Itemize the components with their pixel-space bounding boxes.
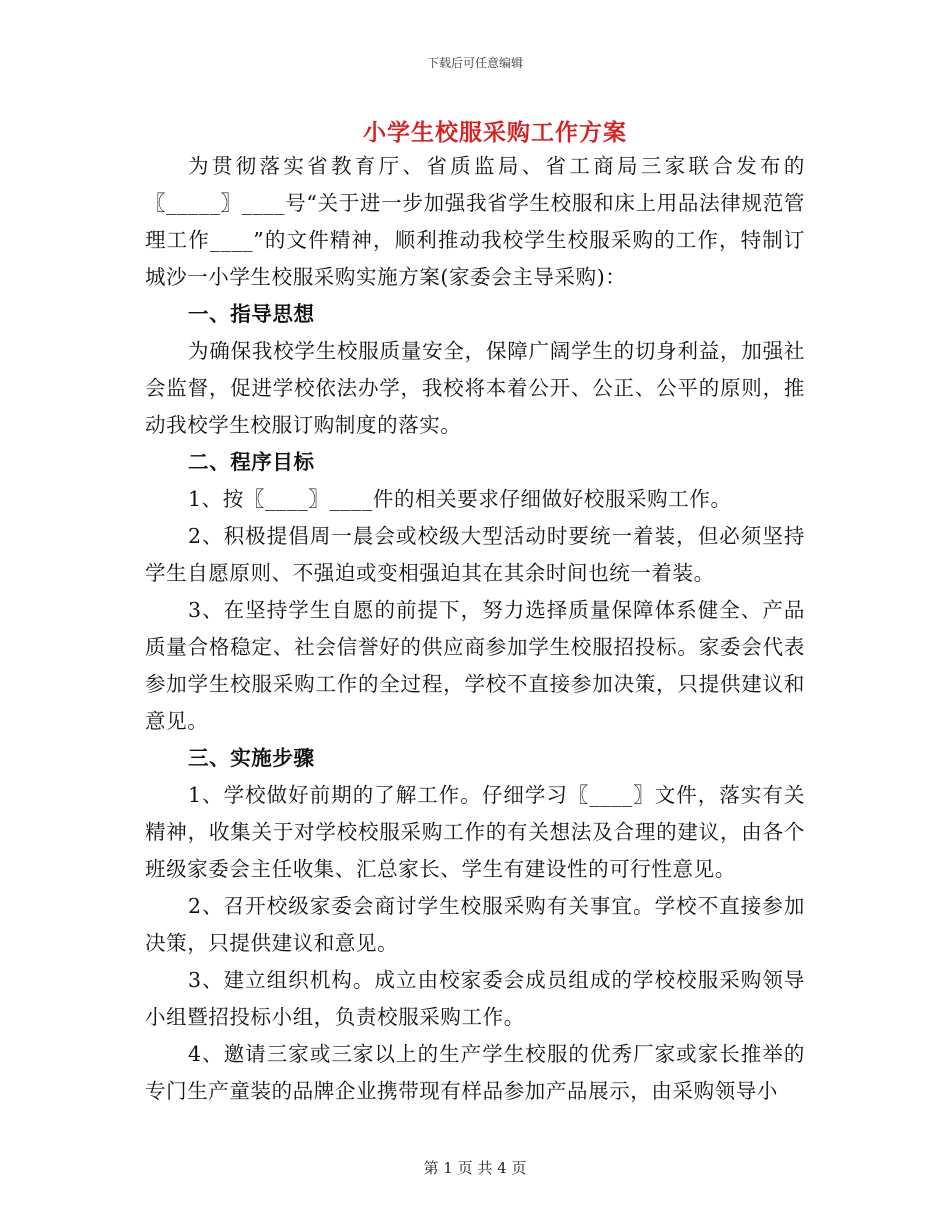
document-body — [145, 148, 805, 1110]
section-paragraph: 3、建立组织机构。成立由校家委会成员组成的学校校服采购领导小组暨招投标小组，负责校服采购工作。 — [145, 968, 805, 1029]
section-heading-implementation-steps: 三、实施步骤 — [188, 746, 315, 770]
section-heading-guiding-ideology: 一、指导思想 — [188, 302, 315, 326]
section-paragraph: 3、在坚持学生自愿的前提下，努力选择质量保障体系健全、产品质量合格稳定、社会信誉好的供应商参加学生校服招投标。家委会代表参加学生校服采购工作的全过程，学校不直接参加决策，只提供建议和意见。 — [145, 598, 805, 733]
section-paragraph: 2、积极提倡周一晨会或校级大型活动时要统一着装，但必须坚持学生自愿原则、不强迫或变相强迫其在其余时间也统一着装。 — [145, 524, 805, 585]
section-paragraph: 为确保我校学生校服质量安全，保障广阔学生的切身利益，加强社会监督，促进学校依法办学，我校将本着公开、公正、公平的原则，推动我校学生校服订购制度的落实。 — [145, 339, 805, 437]
section-paragraph: 1、按〖____〗____件的相关要求仔细做好校服采购工作。 — [188, 487, 732, 511]
document-title: 小学生校服采购工作方案 — [363, 119, 627, 146]
intro-paragraph: 为贯彻落实省教育厅、省质监局、省工商局三家联合发布的〖_____〗____号“关于进一步加强我省学生校服和床上用品法律规范管理工作____”的文件精神，顺利推动我校学生校服采购的工作，特制订城沙一小学生校服采购实施方案(家委会主导采购)： — [145, 154, 805, 289]
section-paragraph: 1、学校做好前期的了解工作。仔细学习〖____〗文件，落实有关精神，收集关于对学校校服采购工作的有关想法及合理的建议，由各个班级家委会主任收集、汇总家长、学生有建设性的可行性意见。 — [145, 783, 805, 881]
section-paragraph: 4、邀请三家或三家以上的生产学生校服的优秀厂家或家长推举的专门生产童装的品牌企业携带现有样品参加产品展示，由采购领导小 — [145, 1042, 805, 1103]
section-paragraph: 2、召开校级家委会商讨学生校服采购有关事宜。学校不直接参加决策，只提供建议和意见。 — [145, 894, 805, 955]
section-heading-program-goals: 二、程序目标 — [188, 450, 315, 474]
header-note: 下载后可任意编辑 — [426, 56, 523, 70]
page-number-footer: 第 1 页 共 4 页 — [423, 1159, 527, 1177]
